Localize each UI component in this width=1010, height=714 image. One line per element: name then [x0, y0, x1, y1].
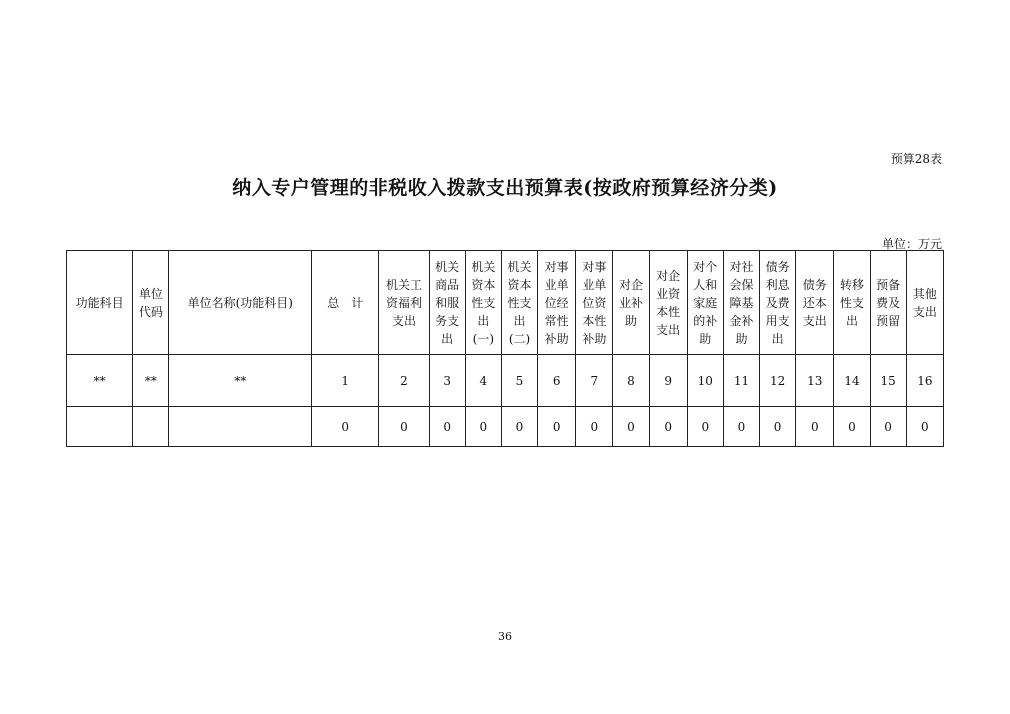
column-header — [834, 251, 870, 355]
column-header — [687, 251, 723, 355]
column-header-line: 补助 — [544, 331, 569, 346]
column-index-cell: 11 — [723, 355, 759, 407]
table-cell: 0 — [429, 407, 465, 447]
table-number-label: 预算28表 — [890, 152, 942, 166]
column-header-line: 及费 — [765, 295, 790, 310]
column-header-line: 出 — [513, 313, 526, 328]
column-header-line: 位资 — [582, 295, 607, 310]
column-index-cell: 5 — [501, 355, 537, 407]
column-header-line: 代码 — [138, 304, 163, 319]
table-cell: 0 — [906, 407, 943, 447]
column-index-cell: 15 — [870, 355, 906, 407]
column-header-line: 预备 — [876, 277, 901, 292]
column-header-line: 助 — [699, 331, 712, 346]
column-header-line: 其他 — [912, 286, 937, 301]
column-header-line: 对事 — [544, 259, 569, 274]
table-header-row — [67, 251, 944, 355]
column-header-line: 出 — [477, 313, 490, 328]
column-header-line: 业单 — [582, 277, 607, 292]
column-header-line: 支出 — [912, 304, 937, 319]
column-header-line: 单位 — [138, 286, 163, 301]
table-cell: 0 — [312, 407, 379, 447]
page-number: 36 — [498, 630, 512, 643]
column-header-line: 利息 — [765, 277, 790, 292]
column-header — [538, 251, 576, 355]
column-header-line: 功能科目 — [75, 295, 124, 310]
column-index-cell: 1 — [312, 355, 379, 407]
column-header-line: 性支 — [839, 295, 864, 310]
column-header-line: 用支 — [765, 313, 790, 328]
column-header — [67, 251, 133, 355]
column-index-cell: ** — [133, 355, 169, 407]
column-header-line: 助 — [624, 313, 637, 328]
column-index-cell: 16 — [906, 355, 943, 407]
table-cell — [169, 407, 312, 447]
table-cell — [133, 407, 169, 447]
column-index-cell: 10 — [687, 355, 723, 407]
column-header-line: 务支 — [435, 313, 460, 328]
column-header-line: 障基 — [729, 295, 754, 310]
column-header-line: 商品 — [435, 277, 460, 292]
column-header-line: 债务 — [765, 259, 790, 274]
column-header-line: 和服 — [435, 295, 460, 310]
column-header-line: 对社 — [729, 259, 754, 274]
table-cell: 0 — [465, 407, 501, 447]
column-header — [133, 251, 169, 355]
table-cell — [67, 407, 133, 447]
column-header-line: 助 — [735, 331, 748, 346]
column-index-cell: ** — [169, 355, 312, 407]
column-header-line: 机关 — [507, 259, 532, 274]
column-header-line: 转移 — [839, 277, 864, 292]
column-index-cell: 6 — [538, 355, 576, 407]
column-header-line: 对事 — [582, 259, 607, 274]
unit-label: 单位：万元 — [881, 237, 942, 251]
column-header-line: 费及 — [876, 295, 901, 310]
column-index-cell: 13 — [796, 355, 834, 407]
column-header-line: 人和 — [693, 277, 718, 292]
column-header-line: 出 — [771, 331, 784, 346]
table-cell: 0 — [538, 407, 576, 447]
column-header-line: 金补 — [729, 313, 754, 328]
column-header-line: 性支 — [507, 295, 532, 310]
column-header — [501, 251, 537, 355]
column-header-line: 的补 — [693, 313, 718, 328]
column-index-row — [67, 355, 944, 407]
column-header — [465, 251, 501, 355]
column-header-line: 对企 — [656, 268, 681, 283]
column-header-line: 位经 — [544, 295, 569, 310]
column-header — [169, 251, 312, 355]
table-cell: 0 — [576, 407, 613, 447]
column-header-line: 支出 — [802, 313, 827, 328]
column-header-line: (二) — [508, 331, 531, 346]
column-header — [379, 251, 429, 355]
table-cell: 0 — [649, 407, 687, 447]
column-header-line: 支出 — [656, 322, 681, 337]
column-header-line: 资福利 — [385, 295, 422, 310]
column-header-line: 性支 — [471, 295, 496, 310]
column-header — [429, 251, 465, 355]
document-title: 纳入专户管理的非税收入拨款支出预算表(按政府预算经济分类) — [232, 177, 778, 199]
column-header-line: 机关 — [435, 259, 460, 274]
table-cell: 0 — [379, 407, 429, 447]
column-header-line: 业补 — [618, 295, 643, 310]
column-index-cell: 4 — [465, 355, 501, 407]
column-header-line: 机关 — [471, 259, 496, 274]
column-header-line: 机关工 — [385, 277, 422, 292]
column-index-cell: 7 — [576, 355, 613, 407]
column-index-cell: 9 — [649, 355, 687, 407]
column-header — [906, 251, 943, 355]
column-header — [796, 251, 834, 355]
column-header-line: 本性 — [656, 304, 681, 319]
column-header — [649, 251, 687, 355]
column-header — [723, 251, 759, 355]
column-header-line: 业资 — [656, 286, 681, 301]
table-row — [67, 407, 944, 447]
table-cell: 0 — [834, 407, 870, 447]
column-header-line: 债务 — [802, 277, 827, 292]
column-header-line: 业单 — [544, 277, 569, 292]
column-header-line: 还本 — [802, 295, 827, 310]
column-header-line: 本性 — [582, 313, 607, 328]
column-header-line: 资本 — [507, 277, 532, 292]
table-cell: 0 — [723, 407, 759, 447]
column-header-line: (一) — [472, 331, 495, 346]
column-index-cell: 8 — [613, 355, 649, 407]
budget-table — [66, 250, 944, 447]
table-cell: 0 — [796, 407, 834, 447]
column-index-cell: ** — [67, 355, 133, 407]
column-index-cell: 12 — [760, 355, 796, 407]
column-header — [613, 251, 649, 355]
column-header — [576, 251, 613, 355]
table-cell: 0 — [501, 407, 537, 447]
column-index-cell: 2 — [379, 355, 429, 407]
column-header-line: 资本 — [471, 277, 496, 292]
table-cell: 0 — [870, 407, 906, 447]
column-header — [870, 251, 906, 355]
column-header — [312, 251, 379, 355]
column-header-line: 对个 — [693, 259, 718, 274]
table-cell: 0 — [687, 407, 723, 447]
column-header-line: 出 — [441, 331, 454, 346]
column-header-line: 家庭 — [693, 295, 718, 310]
column-header-line: 支出 — [391, 313, 416, 328]
column-header — [760, 251, 796, 355]
column-header-line: 出 — [845, 313, 858, 328]
table-cell: 0 — [760, 407, 796, 447]
column-index-cell: 3 — [429, 355, 465, 407]
column-header-line: 总 计 — [327, 295, 364, 310]
column-index-cell: 14 — [834, 355, 870, 407]
column-header-line: 补助 — [582, 331, 607, 346]
column-header-line: 预留 — [876, 313, 901, 328]
column-header-line: 单位名称(功能科目) — [187, 295, 293, 310]
column-header-line: 常性 — [544, 313, 569, 328]
column-header-line: 对企 — [618, 277, 643, 292]
table-cell: 0 — [613, 407, 649, 447]
column-header-line: 会保 — [729, 277, 754, 292]
